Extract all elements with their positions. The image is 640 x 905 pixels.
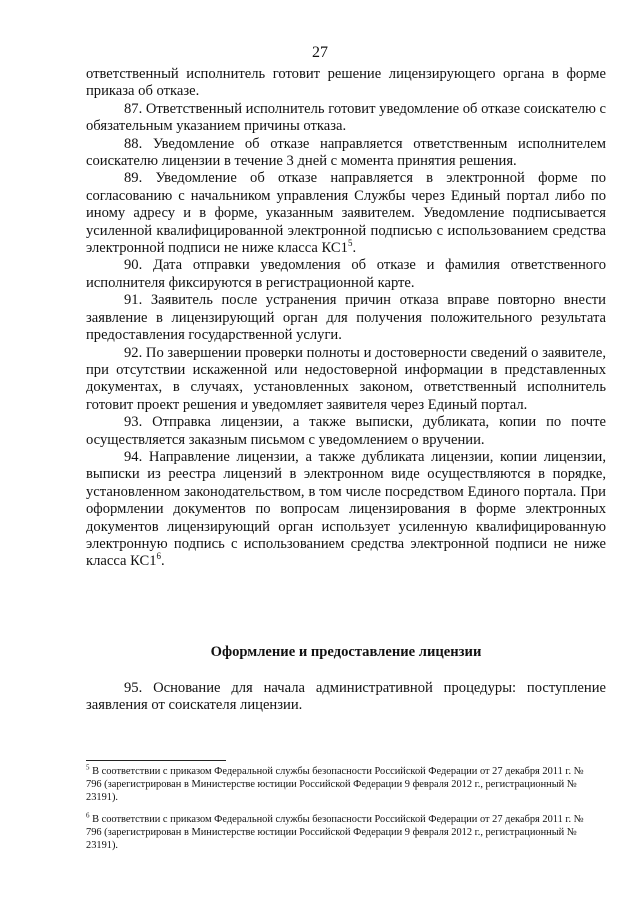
paragraph-text: 88. Уведомление об отказе направляется ответственным исполнителем соискателю лицензии в течение 3 дней с момента принятия решения. <box>86 135 606 170</box>
footnote-ref: 6 <box>156 551 162 562</box>
footnote-divider <box>86 760 226 761</box>
paragraph-text: 92. По завершении проверки полноты и достоверности сведений о заявителе, при отсутствии искаженной или недостоверной информации в представленных документах, в случаях, установленных законом, ответственный исполнитель готовит проект решения и уведомляет заявителя через Единый портал. <box>86 344 606 413</box>
paragraph-text: 94. Направление лицензии, а также дубликата лицензии, копии лицензии, выписки из реестра лицензий в электронном виде осуществляются в порядке, установленном законодательством, в том числе посредством Единого портала. При оформлении документов по вопросам лицензирования в форме электронных документов лицензирующий орган использует усиленную квалифицированную электронную подпись с использованием средства электронной подписи не ниже класса КС1 <box>86 448 606 570</box>
paragraph-continuation <box>86 66 606 101</box>
paragraph-text: 91. Заявитель после устранения причин отказа вправе повторно внести заявление в лицензирующий орган для получения положительного результата предоставления государственной услуги. <box>86 292 606 344</box>
paragraph-90 <box>86 257 606 292</box>
footnote-5 <box>86 765 596 804</box>
paragraph-91 <box>86 292 606 344</box>
paragraph-text: 90. Дата отправки уведомления об отказе и фамилия ответственного исполнителя фиксируются в регистрационной карте. <box>86 257 606 291</box>
paragraph-93 <box>86 414 606 449</box>
page-number: 27 <box>312 44 328 61</box>
footnote-6 <box>86 813 596 852</box>
paragraph-text: 93. Отправка лицензии, а также выписки, дубликата, копии по почте осуществляется заказным письмом с уведомлением о вручении. <box>86 414 606 448</box>
footnote-text: В соответствии с приказом Федеральной службы безопасности Российской Федерации от 27 декабря 2011 г. № 796 (зарегистрирован в Министерстве юстиции Российской Федерации 9 февраля 2012 г., регистрационный № 23191). <box>86 766 584 803</box>
paragraph-89 <box>86 170 606 257</box>
footnote-ref: 5 <box>347 238 353 249</box>
footnote-text: В соответствии с приказом Федеральной службы безопасности Российской Федерации от 27 декабря 2011 г. № 796 (зарегистрирован в Министерстве юстиции Российской Федерации 9 февраля 2012 г., регистрационный № 23191). <box>86 814 584 851</box>
paragraph-88 <box>86 136 606 171</box>
paragraph-end: . <box>161 553 165 570</box>
paragraph-95 <box>86 680 606 715</box>
paragraph-text: 89. Уведомление об отказе направляется в электронной форме по согласованию с начальником управления Службы через Единый портал либо по иному адресу и в форме, указанным заявителем. Уведомление подписывается усиленной квалифицированной электронной подписью с использованием средства электронной подписи не ниже класса КС1 <box>86 170 606 257</box>
paragraph-text: 87. Ответственный исполнитель готовит уведомление об отказе соискателю с обязательным указанием причины отказа. <box>86 100 607 135</box>
paragraph-87 <box>86 101 606 136</box>
section-title: Оформление и предоставление лицензии <box>210 644 482 660</box>
paragraph-end: . <box>352 240 357 257</box>
section-body <box>86 680 606 715</box>
paragraph-94 <box>86 449 606 571</box>
footnote-mark: 5 <box>86 763 90 772</box>
body-text <box>86 66 606 571</box>
footnote-mark: 6 <box>86 811 90 820</box>
paragraph-text: 95. Основание для начала административной процедуры: поступление заявления от соискателя лицензии. <box>86 680 606 714</box>
paragraph-text: ответственный исполнитель готовит решение лицензирующего органа в форме приказа об отказе. <box>86 66 606 100</box>
paragraph-92 <box>86 345 606 415</box>
